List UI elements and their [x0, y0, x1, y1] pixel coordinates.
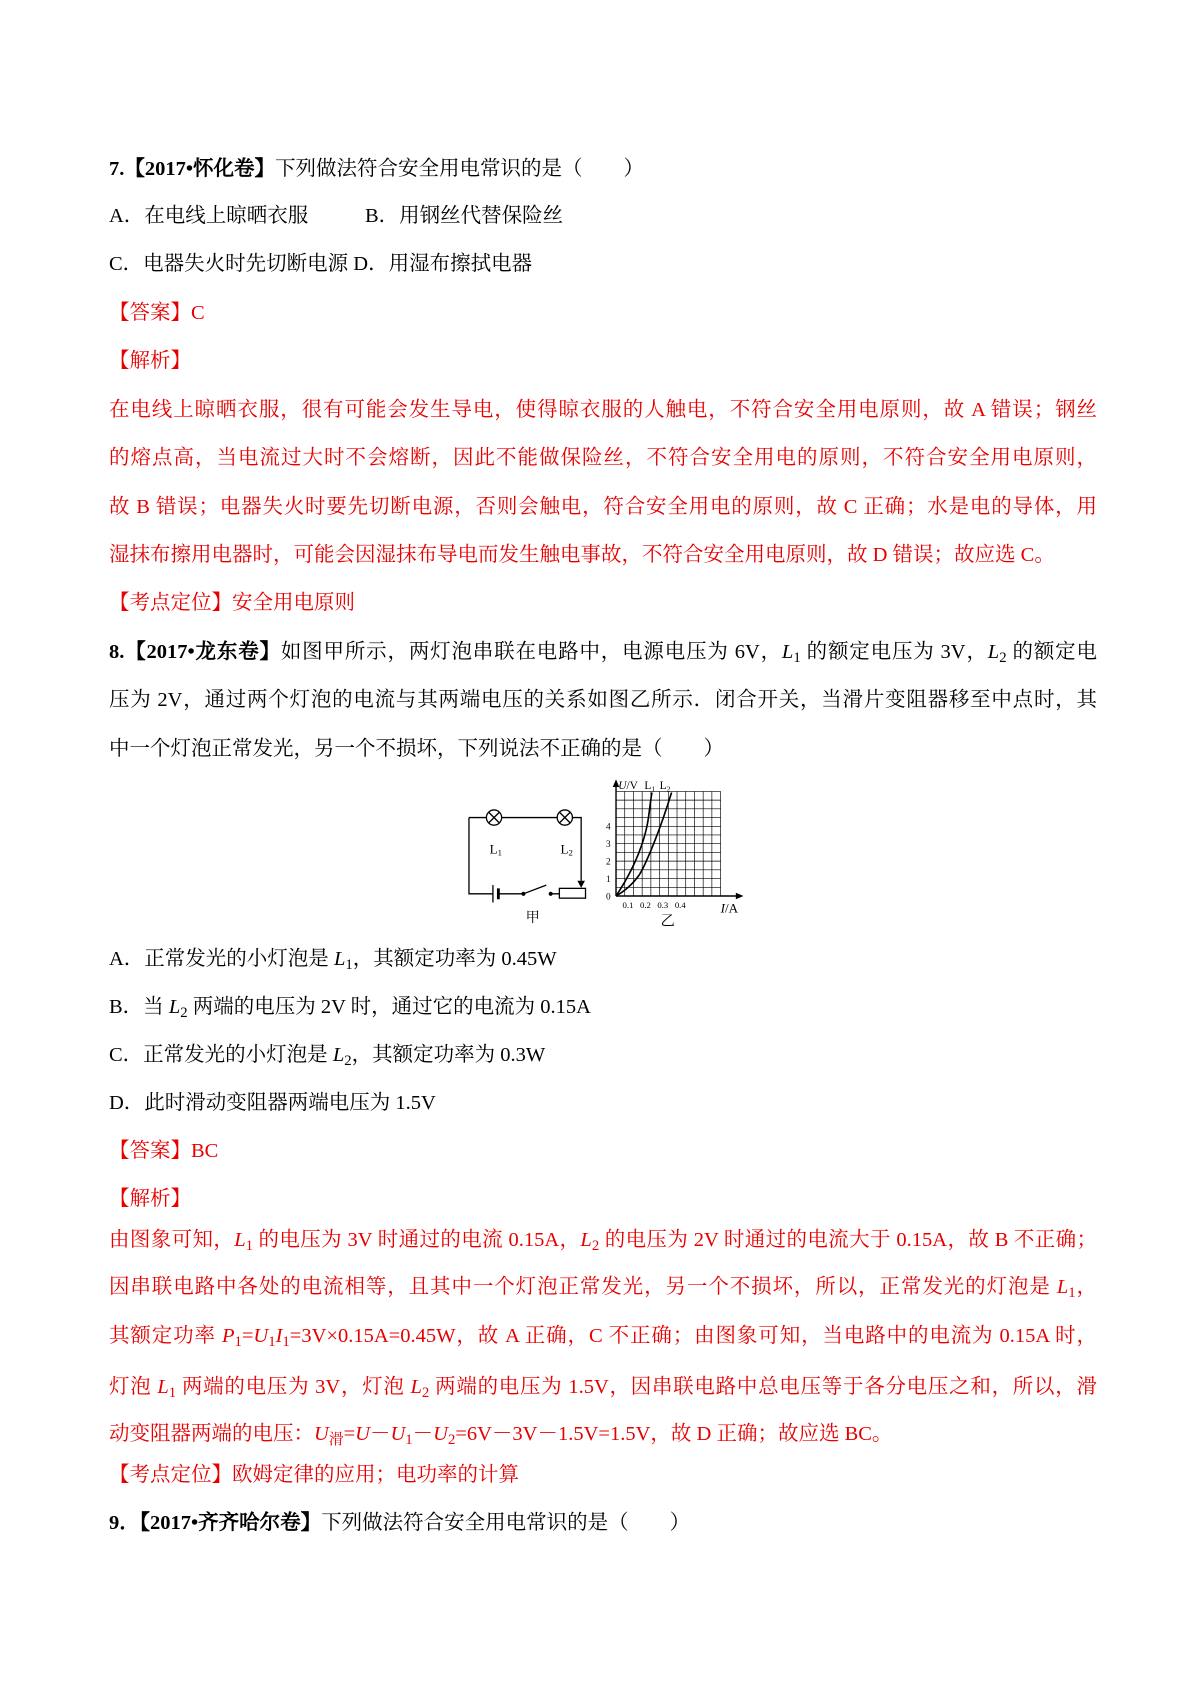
- text-run: ，其额定功率为 0.3W: [351, 1044, 546, 1066]
- switch-icon: [522, 885, 552, 895]
- bulb-l1-icon: [486, 810, 501, 825]
- question-source: 7.【2017•怀化卷】: [109, 158, 276, 180]
- subscript: 1: [1068, 1285, 1076, 1302]
- text-run: 因串联电路中各处的电流相等，且其中一个灯泡正常发光，另一个不损坏，所以，正常发光的灯泡是: [109, 1276, 1057, 1298]
- text-run: A．正常发光的小灯泡是: [109, 948, 334, 970]
- text-run: 中一个灯泡正常发光，另一个不损坏，下列说法不正确的是（ ）: [109, 738, 724, 760]
- text-run: 两端的电压为 1.5V，因串联电路中总电压等于各分电压之和，所以，滑: [429, 1376, 1097, 1398]
- text-run: 两端的电压为 3V，灯泡: [176, 1376, 411, 1398]
- q7-analysis-line: 在电线上晾晒衣服，很有可能会发生导电，使得晾衣服的人触电，不符合安全用电原则，故 A 错误；钢丝: [109, 399, 1097, 421]
- text-run: －: [412, 1423, 434, 1445]
- bulb-l2-icon: [557, 810, 572, 825]
- math-variable: L: [987, 641, 1000, 663]
- q7-analysis-line: 的熔点高，当电流过大时不会熔断，因此不能做保险丝，不符合安全用电的原则，不符合安全用电原则，: [109, 447, 1097, 469]
- curve-l2: [616, 793, 672, 896]
- label-letter: L: [489, 841, 498, 857]
- text-run: 如图甲所示，两灯泡串联在电路中，电源电压为 6V，: [280, 641, 782, 663]
- q8-stem-line: [109, 734, 1097, 764]
- question-source: 9．【2017•齐齐哈尔卷】: [109, 1512, 322, 1534]
- label-subscript: 2: [666, 784, 671, 794]
- x-tick-label: 0.1: [622, 899, 634, 910]
- axis-var: U: [618, 780, 627, 793]
- q7-option-b: B．用钢丝代替保险丝: [365, 205, 564, 227]
- subscript: 1: [282, 1334, 290, 1351]
- text-run: 的额定电: [1006, 641, 1097, 663]
- q7-stem: [109, 154, 1097, 184]
- q8-analysis-line: [109, 1272, 1097, 1302]
- text-run: =: [343, 1423, 356, 1445]
- rheostat-icon: [559, 881, 585, 898]
- math-variable: P: [221, 1325, 235, 1347]
- subscript: 1: [268, 1334, 276, 1351]
- q8-analysis-line: [109, 1372, 1097, 1402]
- subscript: 1: [405, 1432, 413, 1449]
- math-variable: U: [253, 1325, 269, 1347]
- subscript: 2: [180, 1005, 188, 1022]
- math-variable: L: [234, 1229, 246, 1251]
- y-tick-labels: [606, 823, 611, 903]
- y-tick-label: 4: [605, 822, 611, 833]
- q7-options-cd: C．电器失火时先切断电源 D．用湿布擦拭电器: [109, 253, 533, 275]
- math-variable: L: [580, 1229, 592, 1251]
- subscript: 滑: [328, 1432, 344, 1449]
- curve-l2-label: [660, 780, 671, 793]
- axis-var: I: [720, 900, 725, 916]
- math-variable: U: [433, 1423, 448, 1445]
- y-tick-label: 2: [605, 857, 611, 868]
- math-variable: L: [157, 1376, 169, 1398]
- text-run: 灯泡: [109, 1376, 158, 1398]
- subscript: 1: [168, 1385, 177, 1402]
- y-tick-label: 3: [605, 839, 611, 850]
- bulb-l2-label: [560, 842, 572, 858]
- q7-option-a: A．在电线上晾晒衣服: [109, 205, 309, 227]
- battery-icon: [493, 885, 498, 902]
- q8-option-a: [109, 944, 1097, 974]
- text-run: =: [241, 1325, 254, 1347]
- text-run: 的电压为 3V 时通过的电流 0.15A，: [253, 1229, 581, 1251]
- text-run: 由图象可知，: [109, 1229, 235, 1251]
- text-run: 的电压为 2V 时通过的电流大于 0.15A，故 B 不正确；: [599, 1229, 1097, 1251]
- q8-stem-line: [109, 685, 1097, 715]
- label-subscript: 1: [651, 784, 656, 794]
- q8-stem-line: [109, 637, 1097, 667]
- q7-options-ab: [109, 201, 1097, 231]
- graph-axes: [613, 779, 744, 899]
- q8-option-b: [109, 992, 1097, 1022]
- x-tick-labels: [623, 900, 687, 910]
- y-tick-label: 1: [605, 874, 611, 885]
- q8-analysis-label: 【解析】: [109, 1188, 191, 1210]
- label-letter: L: [659, 780, 667, 793]
- label-subscript: 2: [568, 847, 573, 858]
- label-letter: L: [560, 841, 569, 857]
- q7-analysis-line: 湿抹布擦用电器时，可能会因湿抹布导电而发生触电事故，不符合安全用电原则，故 D 错误；故应选 C。: [109, 544, 1055, 566]
- subscript: 2: [999, 650, 1007, 667]
- math-variable: L: [1056, 1276, 1069, 1298]
- label-subscript: 1: [497, 847, 503, 858]
- text-run: 的额定电压为 3V，: [800, 641, 988, 663]
- text-run: =6V－3V－1.5V=1.5V，故 D 正确；故应选 BC。: [455, 1423, 893, 1445]
- q8-analysis-line: [109, 1321, 1097, 1351]
- x-tick-label: 0.2: [639, 899, 651, 910]
- subscript: 2: [591, 1238, 600, 1255]
- math-variable: I: [275, 1325, 283, 1347]
- q8-answer: 【答案】BC: [109, 1140, 219, 1162]
- text-run: 下列做法符合安全用电常识的是（ ）: [321, 1512, 691, 1534]
- question-source: 8.【2017•龙东卷】: [109, 641, 281, 663]
- subscript: 1: [345, 957, 353, 974]
- x-tick-label: 0.4: [674, 899, 686, 910]
- text-run: －: [369, 1423, 391, 1445]
- text-run: 动变阻器两端的电压：: [109, 1423, 314, 1445]
- subscript: 2: [421, 1385, 430, 1402]
- axis-unit: /A: [724, 900, 739, 916]
- math-variable: U: [390, 1423, 406, 1445]
- text-run: ，: [1075, 1276, 1097, 1298]
- q8-option-c: [109, 1040, 1097, 1070]
- curve-l1-label: [644, 780, 655, 793]
- graph-caption: 乙: [660, 913, 675, 930]
- axis-unit: /V: [626, 780, 638, 793]
- graph-grid: [616, 791, 721, 896]
- q7-answer: 【答案】C: [109, 302, 205, 324]
- subscript: 1: [234, 1334, 242, 1351]
- y-axis-label: [618, 780, 638, 792]
- q8-analysis-line: [109, 1419, 1097, 1449]
- text-run: ，其额定功率为 0.45W: [352, 948, 557, 970]
- text-run: D．此时滑动变阻器两端电压为 1.5V: [109, 1092, 436, 1114]
- x-axis-label: [720, 900, 739, 915]
- subscript: 1: [245, 1238, 254, 1255]
- q8-key-point: 【考点定位】欧姆定律的应用；电功率的计算: [109, 1464, 519, 1486]
- math-variable: U: [314, 1423, 329, 1445]
- math-variable: L: [781, 641, 794, 663]
- subscript: 2: [447, 1432, 456, 1449]
- text-run: C．正常发光的小灯泡是: [109, 1044, 333, 1066]
- q7-key-point: 【考点定位】安全用电原则: [109, 592, 355, 614]
- subscript: 1: [793, 650, 801, 667]
- x-axis-arrow-icon: [736, 893, 744, 900]
- text-run: B．当: [109, 996, 169, 1018]
- q8-analysis-line: [109, 1225, 1097, 1255]
- text-run: =3V×0.15A=0.45W，故 A 正确，C 不正确；由图象可知，当电路中的电流为 0.15A 时，: [289, 1325, 1097, 1347]
- math-variable: L: [332, 1044, 345, 1066]
- text-run: 压为 2V，通过两个灯泡的电流与其两端电压的关系如图乙所示．闭合开关，当滑片变阻器移至中点时，其: [109, 689, 1097, 711]
- x-tick-label: 0.3: [657, 899, 669, 910]
- text-run: 两端的电压为 2V 时，通过它的电流为 0.15A: [187, 996, 591, 1018]
- math-variable: U: [355, 1423, 370, 1445]
- text-run: 其额定功率: [109, 1325, 222, 1347]
- bulb-l1-label: [490, 842, 502, 858]
- iu-graph: [606, 779, 744, 929]
- math-variable: L: [333, 948, 346, 970]
- subscript: 2: [344, 1053, 352, 1070]
- q8-option-d: [109, 1088, 1097, 1118]
- q7-analysis-label: 【解析】: [109, 350, 191, 372]
- q9-stem: [109, 1508, 1097, 1538]
- q7-analysis-line: 故 B 错误；电器失火时要先切断电源，否则会触电，符合安全用电的原则，故 C 正确；水是电的导体，用: [109, 496, 1097, 518]
- text-run: 下列做法符合安全用电常识的是（ ）: [275, 158, 645, 180]
- math-variable: L: [168, 996, 181, 1018]
- y-tick-label: 0: [605, 892, 611, 903]
- label-letter: L: [644, 780, 652, 793]
- circuit-caption: 甲: [525, 910, 540, 927]
- q8-figure: [445, 777, 750, 930]
- math-variable: L: [410, 1376, 422, 1398]
- curve-l1: [616, 793, 652, 896]
